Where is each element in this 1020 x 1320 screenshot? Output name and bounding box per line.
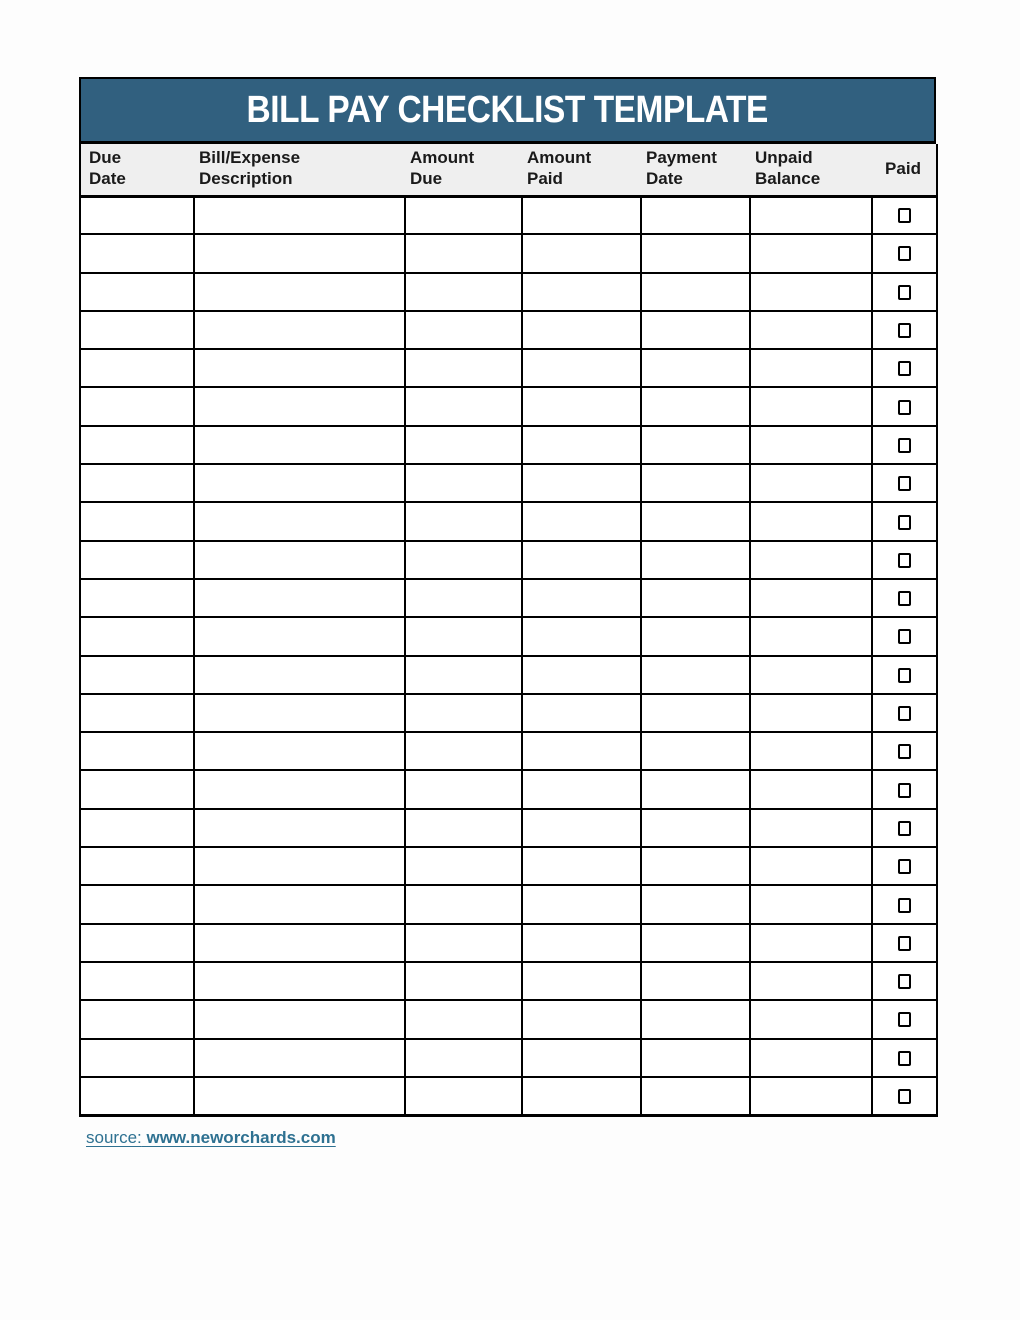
cell-amount-due[interactable]: [405, 617, 522, 655]
cell-amount-due[interactable]: [405, 464, 522, 502]
cell-due-date[interactable]: [80, 770, 194, 808]
cell-bill-expense-description[interactable]: [194, 234, 405, 272]
cell-payment-date[interactable]: [641, 962, 750, 1000]
cell-paid[interactable]: [872, 196, 937, 234]
cell-due-date[interactable]: [80, 694, 194, 732]
table-row: [80, 809, 937, 847]
cell-paid[interactable]: [872, 809, 937, 847]
column-header-line: Amount: [410, 148, 475, 168]
table-row: [80, 579, 937, 617]
cell-due-date[interactable]: [80, 426, 194, 464]
cell-unpaid-balance[interactable]: [750, 885, 872, 923]
cell-amount-due[interactable]: [405, 426, 522, 464]
cell-amount-paid[interactable]: [522, 541, 641, 579]
cell-payment-date[interactable]: [641, 234, 750, 272]
cell-payment-date[interactable]: [641, 502, 750, 540]
cell-payment-date[interactable]: [641, 349, 750, 387]
cell-bill-expense-description[interactable]: [194, 1077, 405, 1115]
cell-due-date[interactable]: [80, 656, 194, 694]
cell-amount-due[interactable]: [405, 732, 522, 770]
paid-checkbox[interactable]: [898, 898, 911, 913]
cell-payment-date[interactable]: [641, 656, 750, 694]
column-header-line: Bill/Expense: [199, 148, 301, 168]
table-row: [80, 924, 937, 962]
paid-checkbox[interactable]: [898, 1089, 911, 1104]
cell-paid[interactable]: [872, 311, 937, 349]
column-header-line: Balance: [755, 169, 821, 189]
cell-payment-date[interactable]: [641, 1039, 750, 1077]
cell-bill-expense-description[interactable]: [194, 656, 405, 694]
cell-bill-expense-description[interactable]: [194, 387, 405, 425]
cell-due-date[interactable]: [80, 387, 194, 425]
cell-bill-expense-description[interactable]: [194, 885, 405, 923]
column-header-line: Date: [89, 169, 126, 189]
column-header-payment-date: [641, 144, 750, 196]
cell-payment-date[interactable]: [641, 541, 750, 579]
paid-checkbox[interactable]: [898, 1051, 911, 1066]
cell-paid[interactable]: [872, 349, 937, 387]
cell-due-date[interactable]: [80, 579, 194, 617]
cell-amount-due[interactable]: [405, 694, 522, 732]
cell-bill-expense-description[interactable]: [194, 311, 405, 349]
cell-unpaid-balance[interactable]: [750, 426, 872, 464]
cell-bill-expense-description[interactable]: [194, 962, 405, 1000]
cell-amount-due[interactable]: [405, 349, 522, 387]
cell-unpaid-balance[interactable]: [750, 502, 872, 540]
cell-due-date[interactable]: [80, 273, 194, 311]
cell-amount-paid[interactable]: [522, 311, 641, 349]
cell-unpaid-balance[interactable]: [750, 656, 872, 694]
cell-amount-paid[interactable]: [522, 464, 641, 502]
cell-payment-date[interactable]: [641, 617, 750, 655]
column-header-line: Due: [410, 169, 443, 189]
cell-amount-paid[interactable]: [522, 1039, 641, 1077]
paid-checkbox[interactable]: [898, 208, 911, 223]
cell-bill-expense-description[interactable]: [194, 541, 405, 579]
cell-amount-due[interactable]: [405, 924, 522, 962]
cell-amount-paid[interactable]: [522, 273, 641, 311]
cell-amount-paid[interactable]: [522, 617, 641, 655]
cell-bill-expense-description[interactable]: [194, 502, 405, 540]
cell-unpaid-balance[interactable]: [750, 464, 872, 502]
source-link[interactable]: www.neworchards.com: [146, 1127, 336, 1147]
cell-unpaid-balance[interactable]: [750, 694, 872, 732]
cell-unpaid-balance[interactable]: [750, 732, 872, 770]
cell-amount-paid[interactable]: [522, 694, 641, 732]
cell-bill-expense-description[interactable]: [194, 464, 405, 502]
table-row: [80, 464, 937, 502]
cell-paid[interactable]: [872, 885, 937, 923]
table-row: [80, 349, 937, 387]
cell-payment-date[interactable]: [641, 924, 750, 962]
source-line: [79, 1128, 936, 1148]
cell-amount-due[interactable]: [405, 1077, 522, 1115]
cell-amount-due[interactable]: [405, 273, 522, 311]
bill-pay-table: [79, 144, 938, 1117]
cell-bill-expense-description[interactable]: [194, 1039, 405, 1077]
cell-amount-due[interactable]: [405, 1000, 522, 1038]
paid-checkbox[interactable]: [898, 744, 911, 759]
cell-payment-date[interactable]: [641, 885, 750, 923]
cell-unpaid-balance[interactable]: [750, 349, 872, 387]
cell-unpaid-balance[interactable]: [750, 924, 872, 962]
cell-due-date[interactable]: [80, 1000, 194, 1038]
cell-amount-paid[interactable]: [522, 426, 641, 464]
cell-payment-date[interactable]: [641, 273, 750, 311]
paid-checkbox[interactable]: [898, 361, 911, 376]
table-row: [80, 1077, 937, 1115]
cell-due-date[interactable]: [80, 464, 194, 502]
cell-amount-paid[interactable]: [522, 847, 641, 885]
table-row: [80, 847, 937, 885]
cell-due-date[interactable]: [80, 234, 194, 272]
cell-unpaid-balance[interactable]: [750, 1077, 872, 1115]
table-row: [80, 1000, 937, 1038]
cell-amount-due[interactable]: [405, 234, 522, 272]
cell-bill-expense-description[interactable]: [194, 273, 405, 311]
cell-paid[interactable]: [872, 579, 937, 617]
column-header-bill-expense-description: [194, 144, 405, 196]
paid-checkbox[interactable]: [898, 400, 911, 415]
page-title: BILL PAY CHECKLIST TEMPLATE: [246, 88, 769, 131]
paid-checkbox[interactable]: [898, 783, 911, 798]
cell-due-date[interactable]: [80, 1077, 194, 1115]
cell-due-date[interactable]: [80, 809, 194, 847]
paid-checkbox[interactable]: [898, 476, 911, 491]
cell-bill-expense-description[interactable]: [194, 579, 405, 617]
cell-amount-due[interactable]: [405, 885, 522, 923]
column-header-amount-due: [405, 144, 522, 196]
cell-due-date[interactable]: [80, 196, 194, 234]
table-row: [80, 387, 937, 425]
column-header-due-date: [80, 144, 194, 196]
cell-due-date[interactable]: [80, 1039, 194, 1077]
cell-payment-date[interactable]: [641, 426, 750, 464]
header-row: [80, 144, 937, 196]
column-header-amount-paid: [522, 144, 641, 196]
cell-amount-due[interactable]: [405, 502, 522, 540]
source-label: source:: [86, 1127, 142, 1147]
cell-unpaid-balance[interactable]: [750, 617, 872, 655]
cell-unpaid-balance[interactable]: [750, 770, 872, 808]
cell-unpaid-balance[interactable]: [750, 273, 872, 311]
column-header-line: Date: [646, 169, 683, 189]
cell-paid[interactable]: [872, 656, 937, 694]
cell-unpaid-balance[interactable]: [750, 809, 872, 847]
cell-amount-due[interactable]: [405, 541, 522, 579]
paid-checkbox[interactable]: [898, 706, 911, 721]
cell-amount-paid[interactable]: [522, 1000, 641, 1038]
cell-payment-date[interactable]: [641, 1077, 750, 1115]
cell-paid[interactable]: [872, 617, 937, 655]
table-row: [80, 694, 937, 732]
cell-paid[interactable]: [872, 426, 937, 464]
cell-amount-due[interactable]: [405, 196, 522, 234]
cell-payment-date[interactable]: [641, 387, 750, 425]
table-row: [80, 541, 937, 579]
cell-payment-date[interactable]: [641, 464, 750, 502]
column-header-paid: [872, 144, 937, 196]
paid-checkbox[interactable]: [898, 515, 911, 530]
cell-amount-paid[interactable]: [522, 656, 641, 694]
cell-paid[interactable]: [872, 502, 937, 540]
cell-amount-paid[interactable]: [522, 770, 641, 808]
table-row: [80, 962, 937, 1000]
table-row: [80, 885, 937, 923]
cell-paid[interactable]: [872, 541, 937, 579]
cell-bill-expense-description[interactable]: [194, 924, 405, 962]
table-row: [80, 770, 937, 808]
cell-payment-date[interactable]: [641, 311, 750, 349]
cell-amount-paid[interactable]: [522, 196, 641, 234]
cell-payment-date[interactable]: [641, 694, 750, 732]
cell-due-date[interactable]: [80, 924, 194, 962]
cell-amount-paid[interactable]: [522, 387, 641, 425]
column-header-line: Paid: [885, 158, 921, 178]
paid-checkbox[interactable]: [898, 821, 911, 836]
cell-unpaid-balance[interactable]: [750, 579, 872, 617]
table-row: [80, 273, 937, 311]
cell-amount-due[interactable]: [405, 770, 522, 808]
cell-bill-expense-description[interactable]: [194, 1000, 405, 1038]
paid-checkbox[interactable]: [898, 553, 911, 568]
cell-payment-date[interactable]: [641, 732, 750, 770]
table-row: [80, 311, 937, 349]
cell-amount-paid[interactable]: [522, 885, 641, 923]
cell-due-date[interactable]: [80, 311, 194, 349]
cell-paid[interactable]: [872, 464, 937, 502]
cell-unpaid-balance[interactable]: [750, 1000, 872, 1038]
table-row: [80, 426, 937, 464]
cell-paid[interactable]: [872, 273, 937, 311]
cell-amount-due[interactable]: [405, 1039, 522, 1077]
cell-amount-paid[interactable]: [522, 1077, 641, 1115]
paid-checkbox[interactable]: [898, 668, 911, 683]
cell-paid[interactable]: [872, 924, 937, 962]
cell-due-date[interactable]: [80, 885, 194, 923]
cell-paid[interactable]: [872, 732, 937, 770]
cell-amount-paid[interactable]: [522, 234, 641, 272]
cell-due-date[interactable]: [80, 349, 194, 387]
cell-unpaid-balance[interactable]: [750, 847, 872, 885]
table-row: [80, 617, 937, 655]
paid-checkbox[interactable]: [898, 438, 911, 453]
cell-unpaid-balance[interactable]: [750, 541, 872, 579]
cell-paid[interactable]: [872, 1039, 937, 1077]
cell-bill-expense-description[interactable]: [194, 349, 405, 387]
column-header-line: Payment: [646, 148, 717, 168]
cell-amount-due[interactable]: [405, 656, 522, 694]
cell-unpaid-balance[interactable]: [750, 1039, 872, 1077]
cell-unpaid-balance[interactable]: [750, 234, 872, 272]
cell-due-date[interactable]: [80, 962, 194, 1000]
cell-amount-paid[interactable]: [522, 349, 641, 387]
table-header: [80, 144, 937, 196]
column-header-line: Description: [199, 169, 293, 189]
cell-amount-due[interactable]: [405, 809, 522, 847]
cell-due-date[interactable]: [80, 541, 194, 579]
table-row: [80, 656, 937, 694]
paid-checkbox[interactable]: [898, 323, 911, 338]
cell-due-date[interactable]: [80, 847, 194, 885]
cell-unpaid-balance[interactable]: [750, 962, 872, 1000]
paid-checkbox[interactable]: [898, 629, 911, 644]
cell-payment-date[interactable]: [641, 196, 750, 234]
cell-due-date[interactable]: [80, 732, 194, 770]
table-row: [80, 196, 937, 234]
cell-payment-date[interactable]: [641, 847, 750, 885]
table-row: [80, 1039, 937, 1077]
table-row: [80, 732, 937, 770]
cell-bill-expense-description[interactable]: [194, 770, 405, 808]
paid-checkbox[interactable]: [898, 974, 911, 989]
cell-bill-expense-description[interactable]: [194, 426, 405, 464]
cell-amount-paid[interactable]: [522, 502, 641, 540]
cell-bill-expense-description[interactable]: [194, 847, 405, 885]
paid-checkbox[interactable]: [898, 285, 911, 300]
column-header-line: Unpaid: [755, 148, 813, 168]
column-header-line: Due: [89, 148, 122, 168]
cell-unpaid-balance[interactable]: [750, 311, 872, 349]
cell-due-date[interactable]: [80, 617, 194, 655]
column-header-line: Amount: [527, 148, 592, 168]
cell-payment-date[interactable]: [641, 579, 750, 617]
cell-paid[interactable]: [872, 387, 937, 425]
column-header-line: Paid: [527, 169, 563, 189]
table-row: [80, 502, 937, 540]
cell-amount-due[interactable]: [405, 962, 522, 1000]
cell-amount-due[interactable]: [405, 387, 522, 425]
cell-paid[interactable]: [872, 1000, 937, 1038]
cell-bill-expense-description[interactable]: [194, 617, 405, 655]
cell-bill-expense-description[interactable]: [194, 694, 405, 732]
cell-amount-due[interactable]: [405, 847, 522, 885]
cell-amount-paid[interactable]: [522, 732, 641, 770]
cell-amount-paid[interactable]: [522, 809, 641, 847]
cell-amount-due[interactable]: [405, 311, 522, 349]
table-body: [80, 196, 937, 1115]
cell-paid[interactable]: [872, 962, 937, 1000]
paid-checkbox[interactable]: [898, 591, 911, 606]
cell-paid[interactable]: [872, 1077, 937, 1115]
cell-bill-expense-description[interactable]: [194, 809, 405, 847]
paid-checkbox[interactable]: [898, 936, 911, 951]
cell-unpaid-balance[interactable]: [750, 196, 872, 234]
table-row: [80, 234, 937, 272]
cell-due-date[interactable]: [80, 502, 194, 540]
paid-checkbox[interactable]: [898, 246, 911, 261]
cell-payment-date[interactable]: [641, 1000, 750, 1038]
cell-paid[interactable]: [872, 847, 937, 885]
column-header-unpaid-balance: [750, 144, 872, 196]
cell-amount-paid[interactable]: [522, 924, 641, 962]
cell-paid[interactable]: [872, 694, 937, 732]
cell-bill-expense-description[interactable]: [194, 732, 405, 770]
cell-amount-due[interactable]: [405, 579, 522, 617]
paid-checkbox[interactable]: [898, 859, 911, 874]
bill-pay-sheet: [79, 77, 936, 1148]
cell-payment-date[interactable]: [641, 770, 750, 808]
cell-paid[interactable]: [872, 770, 937, 808]
cell-bill-expense-description[interactable]: [194, 196, 405, 234]
cell-payment-date[interactable]: [641, 809, 750, 847]
cell-paid[interactable]: [872, 234, 937, 272]
cell-unpaid-balance[interactable]: [750, 387, 872, 425]
paid-checkbox[interactable]: [898, 1012, 911, 1027]
cell-amount-paid[interactable]: [522, 962, 641, 1000]
cell-amount-paid[interactable]: [522, 579, 641, 617]
title-bar: [79, 77, 936, 144]
